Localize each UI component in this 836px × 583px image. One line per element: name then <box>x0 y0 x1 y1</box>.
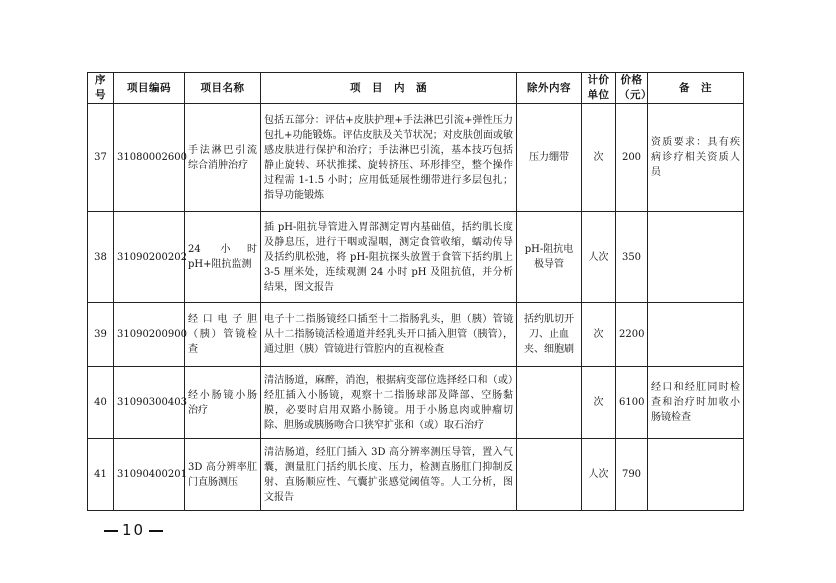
row-unit: 次 <box>582 367 616 439</box>
row-remark <box>648 212 744 303</box>
row-code: 31090300403 <box>114 367 185 439</box>
row-price: 200 <box>616 104 648 212</box>
row-no: 39 <box>88 303 114 367</box>
table-row <box>88 439 744 511</box>
header-code: 项目编码 <box>114 73 185 104</box>
header-price: 价格（元） <box>616 73 648 104</box>
row-content: 清洁肠道，麻醉，消泡，根据病变部位选择经口和（或）经肛插入小肠镜，观察十二指肠球部及降部、空肠黏膜，必要时启用双路小肠镜。用于小肠息肉或肿瘤切除、胆肠或胰肠吻合口狭窄扩张和（或）取石治疗 <box>261 367 517 439</box>
table-header-row <box>88 73 744 104</box>
row-no: 38 <box>88 212 114 303</box>
row-no: 40 <box>88 367 114 439</box>
table-row <box>88 367 744 439</box>
row-excluded <box>517 367 582 439</box>
row-content: 清洁肠道，经肛门插入 3D 高分辨率测压导管，置入气囊，测量肛门括约肌长度、压力，检测直肠肛门抑制反射、直肠顺应性、气囊扩张感觉阈值等。人工分析，图文报告 <box>261 439 517 511</box>
row-no: 37 <box>88 104 114 212</box>
row-unit: 次 <box>582 303 616 367</box>
dash-left <box>104 530 118 532</box>
header-no: 序号 <box>88 73 114 104</box>
row-no: 41 <box>88 439 114 511</box>
row-code: 31080002600 <box>114 104 185 212</box>
row-content: 插 pH-阻抗导管进入胃部测定胃内基础值，括约肌长度及静息压，进行干咽或湿咽，测定食管收缩，蠕动传导及括约肌松弛，将 pH-阻抗探头放置于食管下括约肌上 3-5 厘米处，连续观测 24 小时 pH 及阻抗值，并分析结果，图文报告 <box>261 212 517 303</box>
row-name: 24 小时 pH+阻抗监测 <box>185 212 261 303</box>
header-remark: 备 注 <box>648 73 744 104</box>
row-content: 电子十二指肠镜经口插至十二指肠乳头，胆（胰）管镜从十二指肠镜活检通道并经乳头开口插入胆管（胰管），通过胆（胰）管镜进行管腔内的直视检查 <box>261 303 517 367</box>
row-excluded: pH-阻抗电极导管 <box>517 212 582 303</box>
header-excluded: 除外内容 <box>517 73 582 104</box>
row-remark <box>648 439 744 511</box>
row-price: 350 <box>616 212 648 303</box>
row-code: 31090400201 <box>114 439 185 511</box>
page-number <box>100 521 167 539</box>
table-row <box>88 104 744 212</box>
row-remark: 经口和经肛同时检查和治疗时加收小肠镜检查 <box>648 367 744 439</box>
row-remark <box>648 303 744 367</box>
row-content: 包括五部分：评估+皮肤护理+手法淋巴引流+弹性压力包扎+功能锻炼。评估皮肤及关节状况；对皮肤创面或敏感皮肤进行保护和治疗；手法淋巴引流，基本技巧包括静止旋转、环状推揉、旋转挤压、环形排空，整个操作过程需 1-1.5 小时；应用低延展性绷带进行多层包扎；指导功能锻炼 <box>261 104 517 212</box>
table-row <box>88 212 744 303</box>
header-name: 项目名称 <box>185 73 261 104</box>
row-price: 790 <box>616 439 648 511</box>
row-excluded <box>517 439 582 511</box>
header-unit: 计价单位 <box>582 73 616 104</box>
row-name: 经口电子胆（胰）管镜检查 <box>185 303 261 367</box>
row-excluded: 括约肌切开刀、止血夹、细胞刷 <box>517 303 582 367</box>
row-code: 31090200900 <box>114 303 185 367</box>
row-unit: 次 <box>582 104 616 212</box>
dash-right <box>149 530 163 532</box>
row-price: 6100 <box>616 367 648 439</box>
row-code: 31090200202 <box>114 212 185 303</box>
row-unit: 人次 <box>582 439 616 511</box>
row-excluded: 压力绷带 <box>517 104 582 212</box>
table-row <box>88 303 744 367</box>
row-remark: 资质要求：具有疾病诊疗相关资质人员 <box>648 104 744 212</box>
row-name: 手法淋巴引流综合消肿治疗 <box>185 104 261 212</box>
row-name: 经小肠镜小肠治疗 <box>185 367 261 439</box>
page-number-value: 10 <box>122 521 146 539</box>
fee-table <box>87 72 744 511</box>
row-name: 3D 高分辨率肛门直肠测压 <box>185 439 261 511</box>
row-unit: 人次 <box>582 212 616 303</box>
row-price: 2200 <box>616 303 648 367</box>
header-content: 项 目 内 涵 <box>261 73 517 104</box>
